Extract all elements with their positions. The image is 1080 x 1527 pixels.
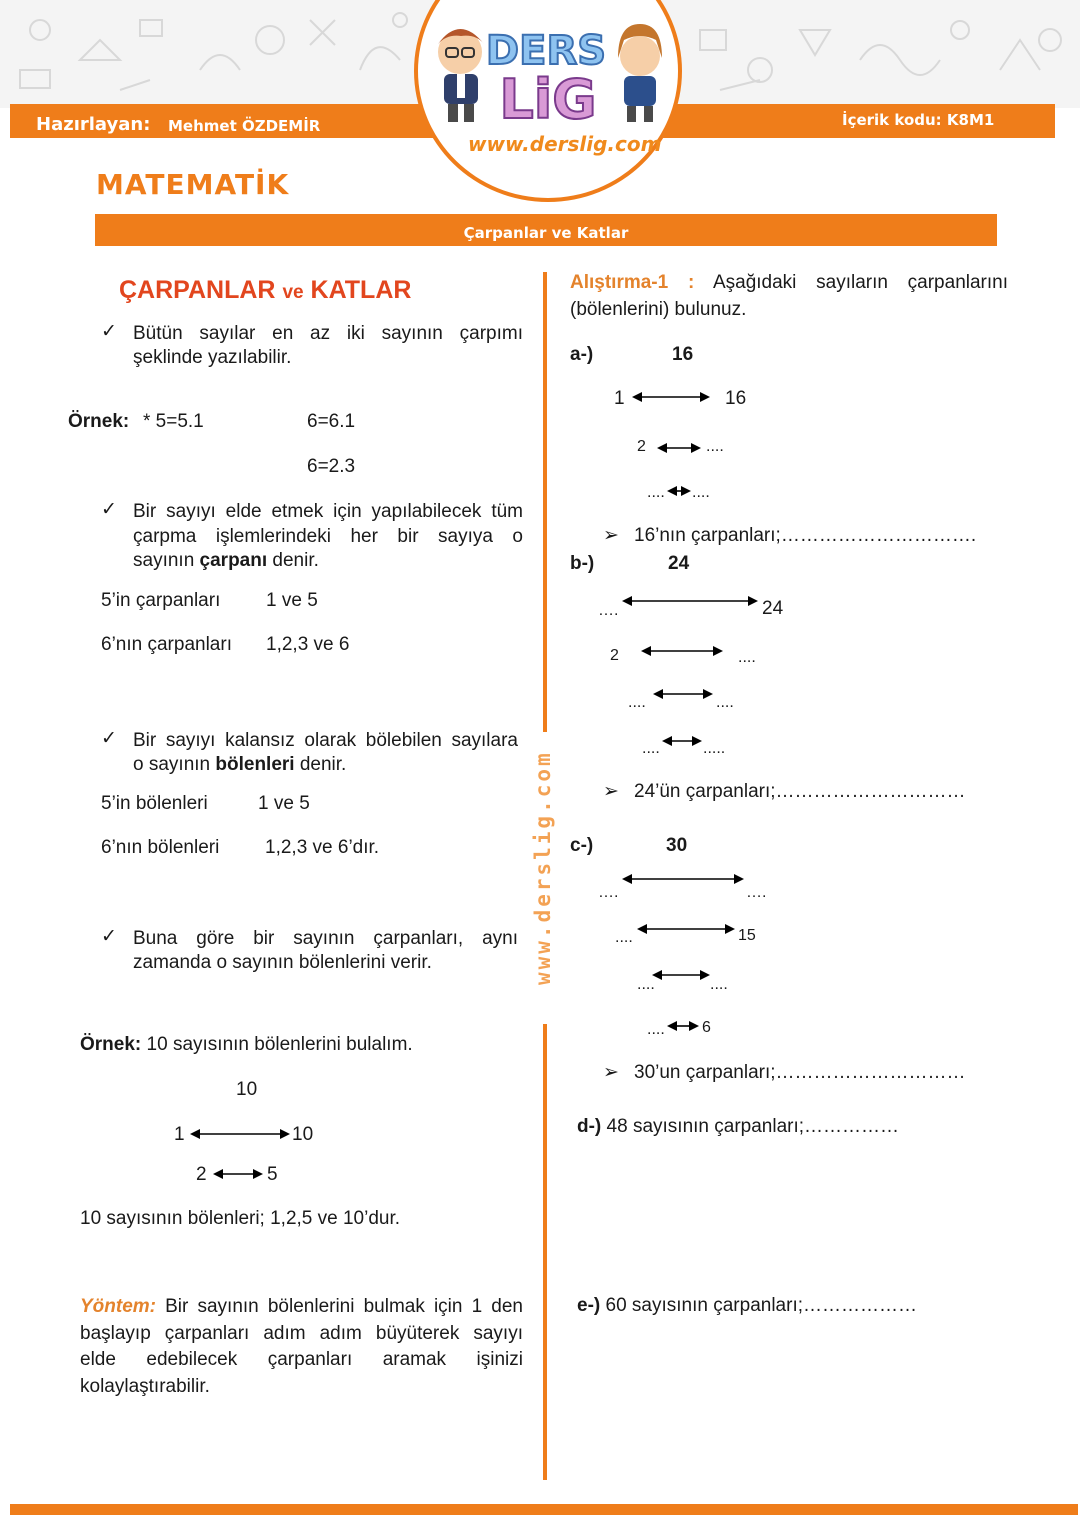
logo-text-lig: LiG	[499, 68, 597, 131]
exercise-line2: (bölenlerini) bulunuz.	[570, 299, 747, 320]
double-arrow-icon	[667, 1019, 699, 1033]
b-pair3-right: ....	[716, 694, 734, 711]
b-pair2-left: 2	[610, 647, 619, 664]
div5-value: 1 ve 5	[258, 793, 310, 814]
bullet4-line2: zamanda o sayının bölenlerini verir.	[133, 952, 432, 973]
c-result: 30’un çarpanları;…………………………	[634, 1062, 966, 1083]
double-arrow-icon	[653, 687, 713, 701]
b-pair4-left: ....	[642, 740, 660, 757]
double-arrow-icon	[652, 968, 710, 982]
check-icon: ✓	[101, 321, 117, 342]
exercise-line1: Alıştırma-1 : Aşağıdaki sayıların çarpanlarını	[570, 272, 1008, 293]
arrowhead-bullet-icon: ➢	[603, 1062, 619, 1083]
footer-bar	[10, 1504, 1078, 1515]
website-url[interactable]: www.derslig.com	[468, 132, 662, 156]
div5-label: 5’in bölenleri	[101, 793, 208, 814]
div6-value: 1,2,3 ve 6’dır.	[265, 837, 380, 858]
bullet2-line1: Bir sayıyı elde etmek için yapılabilecek tüm	[133, 501, 523, 522]
b-pair2-right: ....	[738, 649, 756, 666]
c-pair3-right: ....	[710, 976, 728, 993]
prepared-by-label: Hazırlayan:	[36, 114, 151, 135]
example1-c: 6=2.3	[307, 456, 356, 477]
b-pair1-right: 24	[762, 598, 784, 619]
example1-a: * 5=5.1	[143, 411, 204, 432]
a-label: a-)	[570, 344, 594, 365]
b-pair1-left: ….	[598, 602, 619, 619]
boy-character-icon	[438, 29, 484, 122]
example-label: Örnek:	[68, 411, 130, 432]
double-arrow-icon	[657, 441, 701, 455]
bullet1-line1: Bütün sayılar en az iki sayının çarpımı	[133, 323, 523, 344]
factors5-value: 1 ve 5	[266, 590, 318, 611]
a-pair2-left: 2	[637, 438, 646, 455]
content-code: İçerik kodu: K8M1	[842, 111, 995, 129]
c-pair4-right: 6	[702, 1019, 711, 1036]
ex2-pair1-right: 10	[292, 1124, 314, 1145]
method-line2: başlayıp çarpanları adım adım büyüterek sayıyı	[80, 1323, 523, 1344]
b-label: b-)	[570, 553, 595, 574]
subject-title: MATEMATİK	[96, 168, 290, 201]
bullet1-line2: şeklinde yazılabilir.	[133, 347, 292, 368]
c-pair3-left: ....	[637, 976, 655, 993]
a-pair3-left: ....	[647, 484, 665, 501]
a-number: 16	[672, 344, 694, 365]
a-result: 16’nın çarpanları;………………………….	[634, 525, 977, 546]
double-arrow-icon	[213, 1167, 263, 1181]
column-divider-top	[543, 272, 547, 732]
a-pair3-right: ....	[692, 484, 710, 501]
girl-character-icon	[618, 24, 662, 122]
example2: Örnek: 10 sayısının bölenlerini bulalım.	[80, 1034, 413, 1055]
factors5-label: 5’in çarpanları	[101, 590, 221, 611]
c-pair2-right: 15	[738, 927, 756, 944]
c-number: 30	[666, 835, 688, 856]
factors6-value: 1,2,3 ve 6	[266, 634, 350, 655]
b-result: 24’ün çarpanları;…………………………	[634, 781, 966, 802]
bullet2-line3: sayının çarpanı denir.	[133, 550, 319, 571]
bullet2-line2: çarpma işlemlerindeki her bir sayıya o	[133, 526, 523, 547]
bullet3-line2: o sayının bölenleri denir.	[133, 754, 347, 775]
d-question: d-) 48 sayısının çarpanları;……………	[577, 1116, 900, 1137]
double-arrow-icon	[622, 872, 744, 886]
b-number: 24	[668, 553, 690, 574]
ex2-pair1-left: 1	[174, 1124, 185, 1145]
topic-title: Çarpanlar ve Katlar	[463, 224, 629, 242]
check-icon: ✓	[101, 499, 117, 520]
section-title: ÇARPANLAR ve KATLAR	[119, 276, 412, 304]
c-pair1-left: ….	[598, 884, 619, 901]
example1-b: 6=6.1	[307, 411, 356, 432]
a-pair1-right: 16	[725, 388, 747, 409]
double-arrow-icon	[637, 922, 735, 936]
ex2-pair2-right: 5	[267, 1164, 278, 1185]
e-question: e-) 60 sayısının çarpanları;………………	[577, 1295, 918, 1316]
ex2-result: 10 sayısının bölenleri; 1,2,5 ve 10’dur.	[80, 1208, 401, 1229]
bullet4-line1: Buna göre bir sayının çarpanları, aynı	[133, 928, 518, 949]
b-pair4-right: .....	[703, 740, 726, 757]
c-pair2-left: ....	[615, 929, 633, 946]
double-arrow-icon	[190, 1127, 290, 1141]
vertical-watermark-url: www.derslig.com	[531, 750, 555, 985]
a-pair2-right: ....	[706, 438, 724, 455]
logo-text-ders: DERS	[485, 28, 607, 74]
method-line4: kolaylaştırabilir.	[80, 1376, 210, 1397]
ex2-number: 10	[236, 1079, 258, 1100]
double-arrow-icon	[667, 484, 691, 498]
b-pair3-left: ....	[628, 694, 646, 711]
check-icon: ✓	[101, 926, 117, 947]
bullet3-line1: Bir sayıyı kalansız olarak bölebilen sayılara	[133, 730, 518, 751]
factors6-label: 6’nın çarpanları	[101, 634, 232, 655]
double-arrow-icon	[622, 594, 758, 608]
c-label: c-)	[570, 835, 594, 856]
arrowhead-bullet-icon: ➢	[603, 525, 619, 546]
double-arrow-icon	[662, 734, 702, 748]
author-name: Mehmet ÖZDEMİR	[168, 117, 321, 135]
double-arrow-icon	[632, 390, 710, 404]
double-arrow-icon	[641, 644, 723, 658]
derslig-logo	[414, 0, 682, 200]
method-line3: elde edebilecek çarpanları aramak işinizi	[80, 1349, 523, 1370]
column-divider-bottom	[543, 1024, 547, 1480]
div6-label: 6’nın bölenleri	[101, 837, 220, 858]
ex2-pair2-left: 2	[196, 1164, 207, 1185]
a-pair1-left: 1	[614, 388, 625, 409]
method-line1: Yöntem: Bir sayının bölenlerini bulmak için 1 den	[80, 1296, 523, 1317]
check-icon: ✓	[101, 728, 117, 749]
c-pair4-left: ....	[647, 1021, 665, 1038]
c-pair1-right: ….	[746, 884, 767, 901]
arrowhead-bullet-icon: ➢	[603, 781, 619, 802]
